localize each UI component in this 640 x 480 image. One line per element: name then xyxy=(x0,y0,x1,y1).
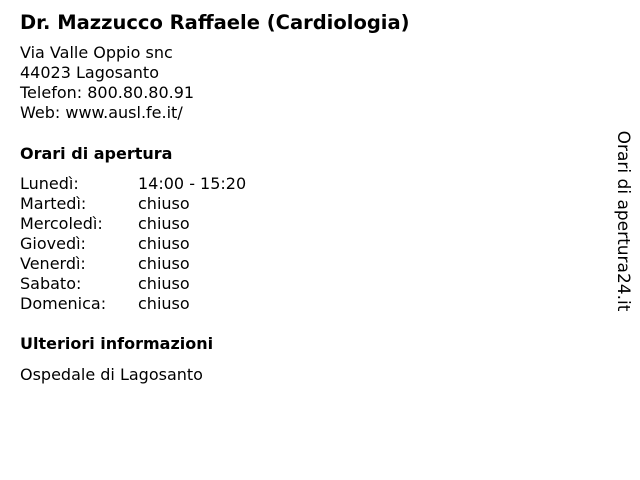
hours-day: Lunedì: xyxy=(20,174,79,193)
hours-time: chiuso xyxy=(138,274,190,293)
hours-time: 14:00 - 15:20 xyxy=(138,174,247,193)
further-info-text: Ospedale di Lagosanto xyxy=(20,365,203,384)
hours-time: chiuso xyxy=(138,254,190,273)
address-phone: Telefon: 800.80.80.91 xyxy=(20,83,195,102)
hours-time: chiuso xyxy=(138,234,190,253)
hours-day: Sabato: xyxy=(20,274,82,293)
page-title: Dr. Mazzucco Raffaele (Cardiologia) xyxy=(20,11,410,34)
hours-day: Domenica: xyxy=(20,294,107,313)
hours-day: Martedì: xyxy=(20,194,87,213)
further-info-heading: Ulteriori informazioni xyxy=(20,334,214,353)
hours-time: chiuso xyxy=(138,294,190,313)
address-street: Via Valle Oppio snc xyxy=(20,43,173,62)
hours-time: chiuso xyxy=(138,194,190,213)
site-watermark: Orari di apertura24.it xyxy=(613,130,633,312)
opening-hours-heading: Orari di apertura xyxy=(20,144,173,163)
address-block xyxy=(20,43,194,123)
hours-day: Venerdì: xyxy=(20,254,86,273)
hours-day: Giovedì: xyxy=(20,234,86,253)
hours-time: chiuso xyxy=(138,214,190,233)
address-city: 44023 Lagosanto xyxy=(20,63,159,82)
address-web: Web: www.ausl.fe.it/ xyxy=(20,103,183,122)
hours-day: Mercoledì: xyxy=(20,214,103,233)
